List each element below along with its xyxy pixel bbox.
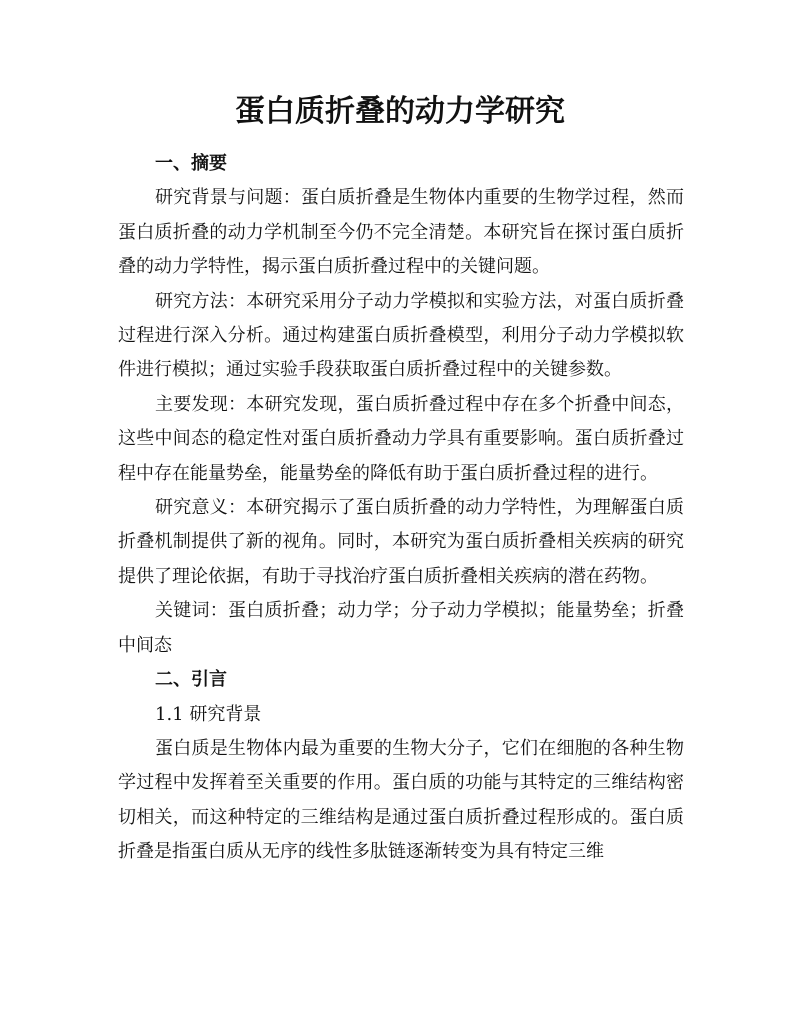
section-heading-introduction: 二、引言 (155, 669, 227, 691)
paragraph-methods: 研究方法：本研究采用分子动力学模拟和实验方法，对蛋白质折叠过程进行深入分析。通过构建蛋白质折叠模型，利用分子动力学模拟软件进行模拟；通过实验手段获取蛋白质折叠过程中的关键参数。 (118, 290, 684, 381)
paragraph-background: 研究背景与问题：蛋白质折叠是生物体内重要的生物学过程，然而蛋白质折叠的动力学机制至今仍不完全清楚。本研究旨在探讨蛋白质折叠的动力学特性，揭示蛋白质折叠过程中的关键问题。 (118, 187, 684, 278)
section-heading-abstract: 一、摘要 (155, 153, 227, 174)
paragraph-findings: 主要发现：本研究发现，蛋白质折叠过程中存在多个折叠中间态，这些中间态的稳定性对蛋白质折叠动力学具有重要影响。蛋白质折叠过程中存在能量势垒，能量势垒的降低有助于蛋白质折叠过程的进行。 (118, 393, 684, 484)
document-title: 蛋白质折叠的动力学研究 (235, 94, 565, 129)
document-body (118, 147, 684, 870)
paragraph-intro-background: 蛋白质是生物体内最为重要的生物大分子，它们在细胞的各种生物学过程中发挥着至关重要的作用。蛋白质的功能与其特定的三维结构密切相关，而这种特定的三维结构是通过蛋白质折叠过程形成的。蛋白质折叠是指蛋白质从无序的线性多肽链逐渐转变为具有特定三维 (118, 737, 684, 863)
subsection-heading-background: 1.1 研究背景 (155, 703, 262, 725)
paragraph-significance: 研究意义：本研究揭示了蛋白质折叠的动力学特性，为理解蛋白质折叠机制提供了新的视角。同时，本研究为蛋白质折叠相关疾病的研究提供了理论依据，有助于寻找治疗蛋白质折叠相关疾病的潜在药物。 (118, 497, 684, 587)
paragraph-keywords: 关键词：蛋白质折叠；动力学；分子动力学模拟；能量势垒；折叠中间态 (118, 600, 684, 656)
